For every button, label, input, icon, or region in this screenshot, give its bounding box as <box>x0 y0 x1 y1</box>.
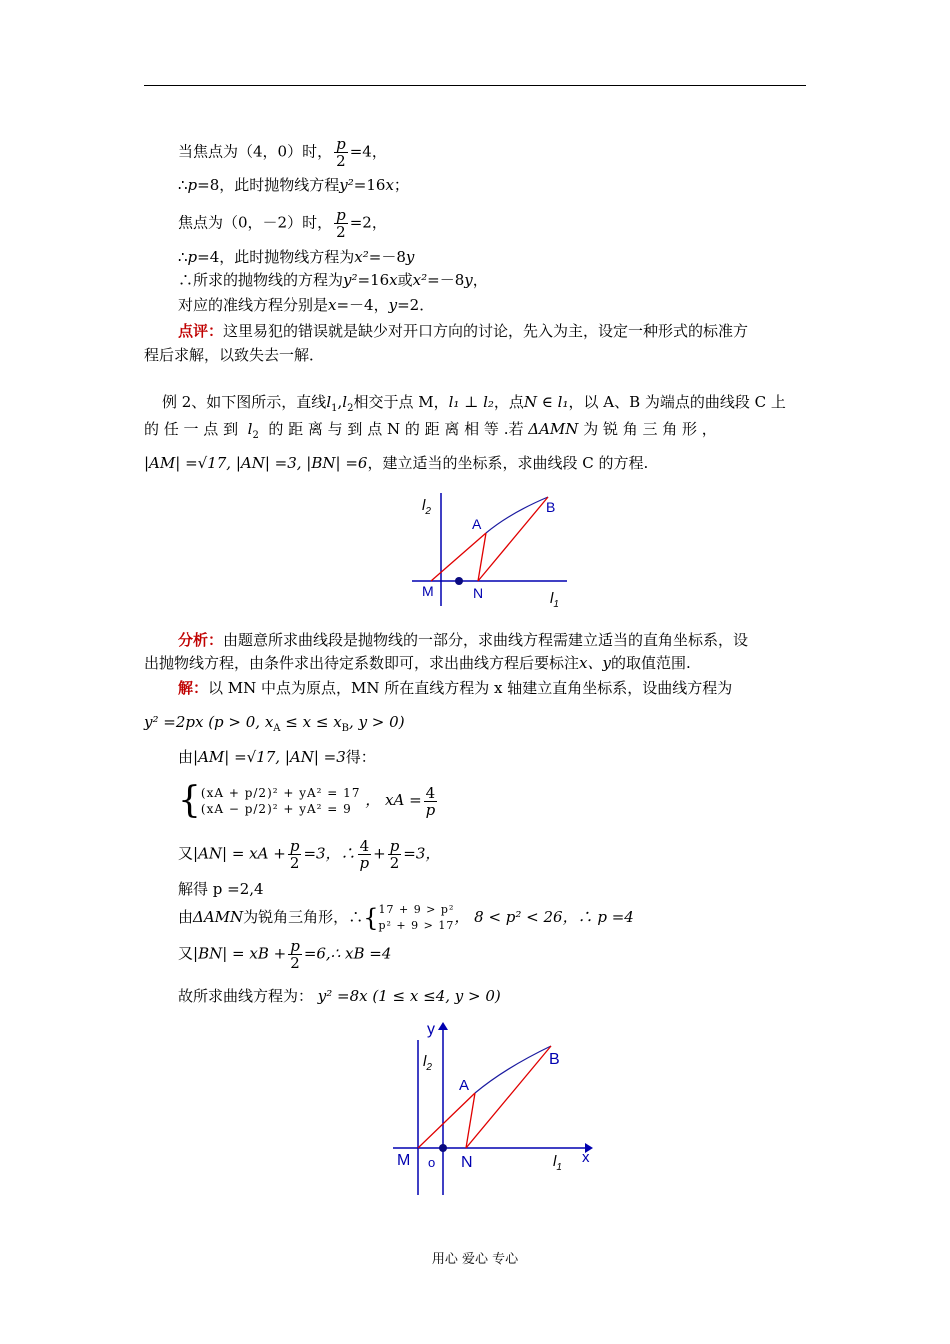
figure-1 <box>400 488 580 610</box>
label-m: M <box>422 583 434 599</box>
footer: 用心 爱心 专心 <box>431 1252 519 1267</box>
equation: 解得 p =2,4 <box>178 880 264 898</box>
text-line <box>178 136 387 169</box>
svg-text:l1: $l_1$ <box>553 1153 562 1173</box>
analysis-label: 分析： <box>178 631 224 649</box>
svg-text:l2: $l_2$ <box>422 497 431 517</box>
svg-text:l1: $l_1$ <box>550 590 559 610</box>
label-a: A <box>472 516 482 532</box>
text-line: 焦点为（0，－2）时， $\frac{p}{2}$ =2， <box>178 206 387 241</box>
solution-label: 解： <box>178 679 209 697</box>
text-line: ∴所求的抛物线的方程为y²=16x或x²=－8y， <box>178 271 488 289</box>
curve-ab <box>475 1046 551 1093</box>
equation-system: { (xA + p/2)² + yA² = 17 (xA − p/2)² + yA² = 9 ， xA = $\frac{4}{p}$ <box>178 780 436 821</box>
text: 当焦点为（4，0）时， <box>178 142 333 161</box>
analysis-line: 分析：由题意所求曲线段是抛物线的一部分，求曲线方程需建立适当的直角坐标系，设 <box>178 631 749 649</box>
label-n: N <box>473 585 484 601</box>
y-arrow-icon <box>438 1022 448 1030</box>
svg-text:l2: $l_2$ <box>423 1053 432 1073</box>
segment-nb <box>466 1046 551 1148</box>
text: =4， <box>349 142 387 161</box>
equation: 由ΔAMN为锐角三角形，∴{ 17 + 9 > p² p² + 9 > 17 ， 8 < p² < 26，∴ p =4 <box>178 903 634 932</box>
label-y: y <box>427 1021 435 1038</box>
solution-line: 解：以 MN 中点为原点，MN 所在直线方程为 x 轴建立直角坐标系，设曲线方程为 <box>178 679 733 697</box>
label-n: N <box>461 1154 473 1171</box>
equation: y² =2px (p > 0, $x_A \le x \le x_B$, y > 0) <box>144 713 405 734</box>
analysis-line: 出抛物线方程，由条件求出待定系数即可，求出曲线方程后要标注x、y的取值范围. <box>144 654 691 672</box>
origin-dot <box>439 1144 447 1152</box>
label-a: A <box>459 1077 470 1094</box>
label-b: B <box>546 499 556 515</box>
segment-ma <box>418 1093 475 1148</box>
equation: 故所求曲线方程为： y² =8x (1 ≤ x ≤4, y > 0) <box>178 987 501 1005</box>
figure-2 <box>385 1018 600 1198</box>
label-o: o <box>428 1155 436 1170</box>
example-line: 的 任 一 点 到 $l_2$ 的 距 离 与 到 点 N 的 距 离 相 等 .若 ΔAMN 为 锐 角 三 角 形 ， <box>144 420 717 441</box>
example-line: |AM| =√17, |AN| =3, |BN| =6，建立适当的坐标系，求曲线段 C 的方程. <box>144 454 649 472</box>
equation: 又|BN| = xB + $\frac{p}{2}$ =6,∴ xB =4 <box>178 937 392 972</box>
label-x: x <box>582 1149 590 1166</box>
curve-ab <box>486 497 548 533</box>
segment-nb <box>478 497 548 581</box>
label-m: M <box>397 1152 411 1169</box>
text-line: ∴p=8，此时抛物线方程y²=16x； <box>178 176 409 194</box>
comment-line: 点评：这里易犯的错误就是缺少对开口方向的讨论，先入为主，设定一种形式的标准方 <box>178 322 749 340</box>
equation: 由|AM| =√17, |AN| =3得： <box>178 748 376 766</box>
example-line: 例 2、如下图所示，直线$l_1,l_2$相交于点 M，l₁ ⊥ l₂，点N ∈ l₁，以 A、B 为端点的曲线段 C 上 <box>162 393 786 414</box>
text-line: ∴p=4，此时抛物线方程为x²=－8y <box>178 248 415 266</box>
segment-ma <box>431 533 486 581</box>
text-line: 对应的准线方程分别是x=－4，y=2． <box>178 296 435 314</box>
point-dot <box>455 577 463 585</box>
fraction: $\frac{p}{2}$ <box>336 135 346 170</box>
label-b: B <box>549 1051 560 1068</box>
header-rule <box>144 85 806 86</box>
comment-line: 程后求解，以致失去一解． <box>144 346 325 364</box>
comment-label: 点评： <box>178 322 224 340</box>
equation: 又|AN| = xA + $\frac{p}{2}$ =3，∴ $\frac{4}{p}$ + $\frac{p}{2}$ =3， <box>178 837 441 872</box>
